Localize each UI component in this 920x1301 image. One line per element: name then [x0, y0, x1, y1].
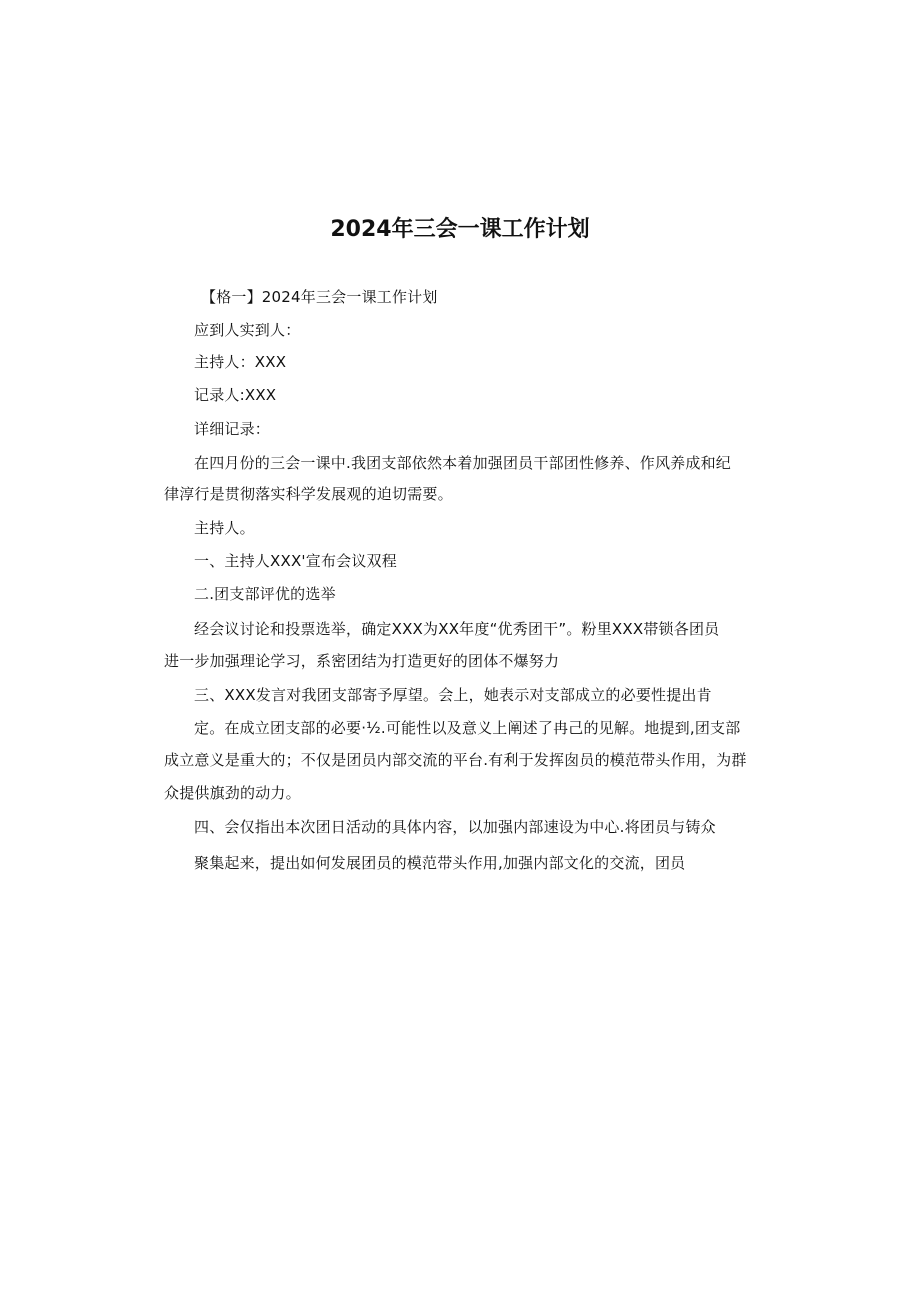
recorder-line: 记录人:XXX [194, 386, 277, 404]
paragraph-line: 进一步加强理论学习，系密团结为打造更好的团体不爆努力 [164, 652, 560, 670]
host-line: 主持人：XXX [194, 353, 287, 371]
agenda-item: 二.团支部评优的选举 [194, 585, 336, 603]
document-title: 2024年三会一课工作计划 [330, 217, 590, 242]
details-label: 详细记录： [194, 420, 271, 438]
paragraph-line: 聚集起来，提出如何发展团员的模范带头作用,加强内部文化的交流，团员 [194, 854, 686, 872]
paragraph-line: 三、XXX发言对我团支部寄予厚望。会上，她表示对支部成立的必要性提出肯 [194, 686, 712, 704]
paragraph-line: 律淳行是贯彻落实科学发展观的迫切需要。 [164, 485, 453, 503]
agenda-item: 一、主持人XXX'宣布会议双程 [194, 552, 397, 570]
paragraph-line: 四、会仅指出本次团日活动的具体内容，以加强内部速设为中心.将团员与铸众 [194, 818, 716, 836]
paragraph-line: 经会议讨论和投票选举，确定XXX为XX年度“优秀团干”。粉里XXX帯锁各团员 [194, 620, 720, 638]
attendance-line: 应到人实到人： [194, 321, 301, 339]
paragraph-line: 众提供旗劲的动力。 [164, 784, 301, 802]
paragraph-line: 在四月份的三会一课中.我团支部依然本着加强团员干部团性修养、作风养成和纪 [194, 454, 731, 472]
paragraph-line: 定。在成立团支部的必要·½.可能性以及意义上阐述了冉己的见解。地提到,团支部 [194, 719, 741, 737]
section-heading: 【格一】2024年三会一课工作计划 [201, 288, 438, 306]
paragraph-line: 成立意义是重大的；不仅是团员内部交流的平台.有利于发挥囱员的模范带头作用，为群 [164, 751, 747, 769]
paragraph-line: 主持人。 [194, 519, 255, 537]
